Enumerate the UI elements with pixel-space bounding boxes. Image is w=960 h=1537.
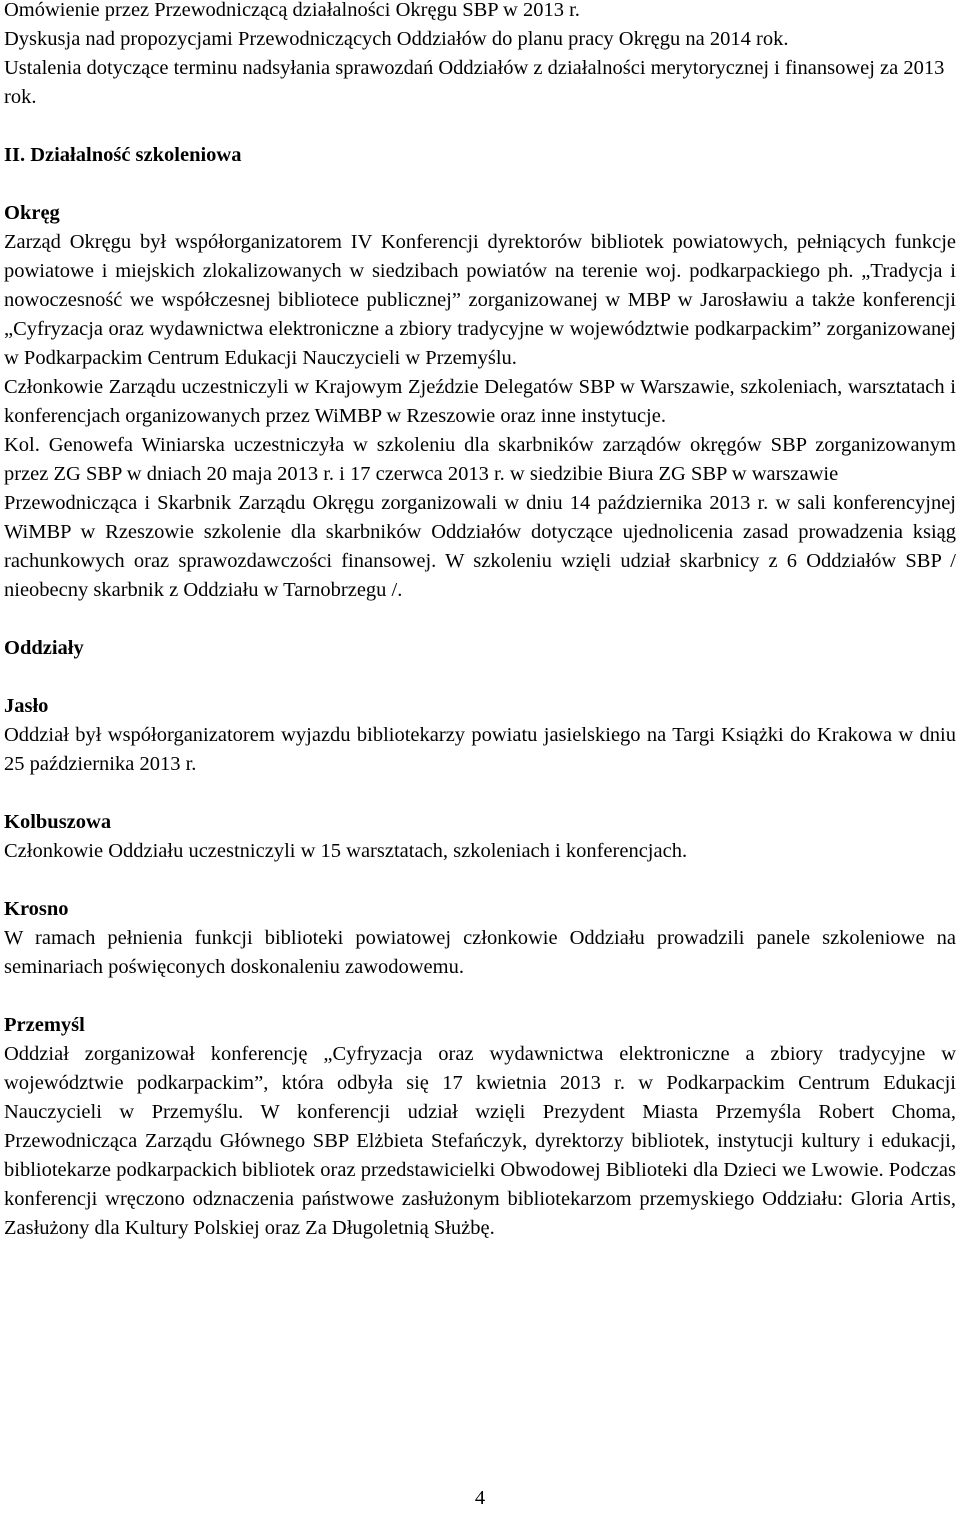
spacer xyxy=(4,170,956,199)
branch-name-przemysl: Przemyśl xyxy=(4,1014,85,1036)
intro-line-3: Ustalenia dotyczące terminu nadsyłania sprawozdań Oddziałów z działalności merytorycznej i finansowej za 2013 rok. xyxy=(4,57,945,108)
branch-text-jaslo: Oddział był współorganizatorem wyjazdu bibliotekarzy powiatu jasielskiego na Targi Książki do Krakowa w dniu 25 października 2013 r. xyxy=(4,724,956,775)
branch-name-krosno: Krosno xyxy=(4,898,69,920)
section-heading: II. Działalność szkoleniowa xyxy=(4,144,242,166)
okreg-paragraph-4: Przewodnicząca i Skarbnik Zarządu Okręgu zorganizowali w dniu 14 października 2013 r. w sali konferencyjnej WiMBP w Rzeszowie szkolenie dla skarbników Oddziałów dotyczące ujednolicenia zasad prowadzenia ksiąg rachunkowych oraz sprawozdawczości finansowej. W szkoleniu wzięli udział skarbnicy z 6 Oddziałów SBP / nieobecny skarbnik z Oddziału w Tarnobrzegu /. xyxy=(4,492,956,601)
document-body xyxy=(4,0,956,1243)
okreg-paragraph-3: Kol. Genowefa Winiarska uczestniczyła w szkoleniu dla skarbników zarządów okręgów SBP zorganizowanym przez ZG SBP w dniach 20 maja 2013 r. i 17 czerwca 2013 r. w siedzibie Biura ZG SBP w warszawie xyxy=(4,434,956,485)
spacer xyxy=(4,112,956,141)
branch-name-kolbuszowa: Kolbuszowa xyxy=(4,811,112,833)
intro-line-1: Omówienie przez Przewodniczącą działalności Okręgu SBP w 2013 r. xyxy=(4,0,580,21)
spacer xyxy=(4,982,956,1011)
branch-text-kolbuszowa: Członkowie Oddziału uczestniczyli w 15 warsztatach, szkoleniach i konferencjach. xyxy=(4,840,688,862)
branch-name-jaslo: Jasło xyxy=(4,695,49,717)
branch-text-krosno: W ramach pełnienia funkcji biblioteki powiatowej członkowie Oddziału prowadzili panele szkoleniowe na seminariach poświęconych doskonaleniu zawodowemu. xyxy=(4,927,956,978)
intro-line-2: Dyskusja nad propozycjami Przewodniczących Oddziałów do planu pracy Okręgu na 2014 rok. xyxy=(4,28,789,50)
okreg-paragraph-2: Członkowie Zarządu uczestniczyli w Krajowym Zjeździe Delegatów SBP w Warszawie, szkoleniach, warsztatach i konferencjach organizowanych przez WiMBP w Rzeszowie oraz inne instytucje. xyxy=(4,376,956,427)
okreg-paragraph-1: Zarząd Okręgu był współorganizatorem IV Konferencji dyrektorów bibliotek powiatowych, pełniących funkcje powiatowe i miejskich zlokalizowanych w siedzibach powiatów na terenie woj. podkarpackiego ph. „Tradycja i nowoczesność we współczesnej bibliotece publicznej” zorganizowanej w MBP w Jarosławiu a także konferencji „Cyfryzacja oraz wydawnictwa elektroniczne a zbiory tradycyjne w województwie podkarpackim” zorganizowanej w Podkarpackim Centrum Edukacji Nauczycieli w Przemyślu. xyxy=(4,231,956,369)
spacer xyxy=(4,866,956,895)
page-number: 4 xyxy=(474,1487,486,1509)
spacer xyxy=(4,779,956,808)
branch-text-przemysl: Oddział zorganizował konferencję „Cyfryzacja oraz wydawnictwa elektroniczne a zbiory tradycyjne w województwie podkarpackim”, która odbyła się 17 kwietnia 2013 r. w Podkarpackim Centrum Edukacji Nauczycieli w Przemyślu. W konferencji udział wzięli Prezydent Miasta Przemyśla Robert Choma, Przewodnicząca Zarządu Głównego SBP Elżbieta Stefańczyk, dyrektorzy bibliotek, instytucji kultury i edukacji, bibliotekarze podkarpackich bibliotek oraz przedstawicielki Obwodowej Biblioteki dla Dzieci we Lwowie. Podczas konferencji wręczono odznaczenia państwowe zasłużonym bibliotekarzom przemyskiego Oddziału: Gloria Artis, Zasłużony dla Kultury Polskiej oraz Za Długoletnią Służbę. xyxy=(4,1043,956,1239)
spacer xyxy=(4,663,956,692)
spacer xyxy=(4,605,956,634)
okreg-heading: Okręg xyxy=(4,202,60,224)
oddzialy-heading: Oddziały xyxy=(4,637,84,659)
